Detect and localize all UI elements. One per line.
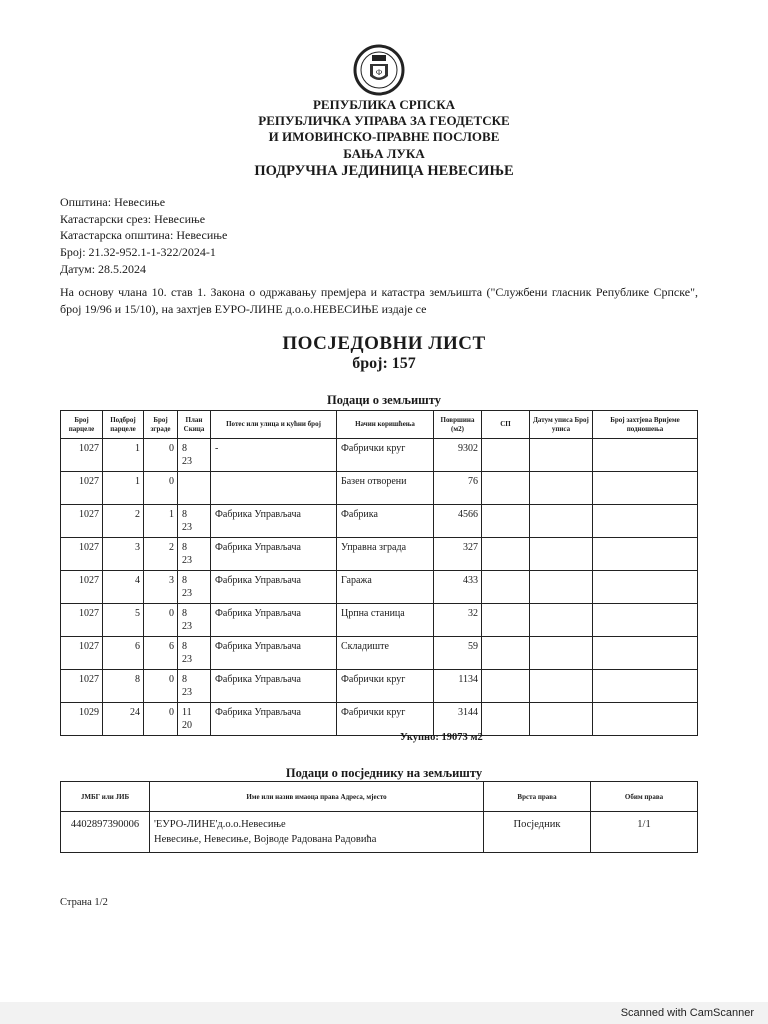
land-row <box>61 670 698 703</box>
sketch-value: 23 <box>182 456 192 467</box>
owner-table <box>60 781 698 853</box>
sp-cell <box>482 571 530 604</box>
plan-value: 8 <box>182 674 187 685</box>
land-row <box>61 505 698 538</box>
plan-sketch-cell <box>178 637 211 670</box>
entry-date-cell <box>530 538 593 571</box>
land-row <box>61 439 698 472</box>
sp-cell <box>482 637 530 670</box>
plan-sketch-cell <box>178 505 211 538</box>
building-number-cell: 0 <box>144 439 178 472</box>
request-number-cell <box>593 472 698 505</box>
sp-cell <box>482 439 530 472</box>
scanner-watermark: Scanned with CamScanner <box>620 1007 754 1019</box>
header-jmbg: ЈМБГ или ЈИБ <box>61 782 150 812</box>
location-cell: Фабрика Управљача <box>211 538 337 571</box>
sketch-value: 23 <box>182 687 192 698</box>
building-number-cell: 0 <box>144 472 178 505</box>
entry-date-cell <box>530 637 593 670</box>
land-section-title: Подаци о земљишту <box>327 393 441 407</box>
header-building-number: Број зграде <box>144 411 178 439</box>
plan-sketch-cell <box>178 604 211 637</box>
owner-table-header-row <box>61 782 698 812</box>
land-table-header-row <box>61 411 698 439</box>
subnumber-cell: 8 <box>103 670 144 703</box>
parcel-number-cell: 1027 <box>61 505 103 538</box>
sp-cell <box>482 505 530 538</box>
sketch-value: 23 <box>182 555 192 566</box>
plan-sketch-cell <box>178 571 211 604</box>
plan-sketch-cell <box>178 538 211 571</box>
area-cell: 327 <box>434 538 482 571</box>
area-cell: 76 <box>434 472 482 505</box>
area-cell: 1134 <box>434 670 482 703</box>
meta-municipality: Општина: Невесиње <box>60 195 166 209</box>
entry-date-cell <box>530 571 593 604</box>
location-cell: Фабрика Управљача <box>211 505 337 538</box>
location-cell <box>211 472 337 505</box>
owner-right-scope: 1/1 <box>591 812 698 853</box>
plan-sketch-cell <box>178 472 211 505</box>
request-number-cell <box>593 505 698 538</box>
plan-sketch-cell <box>178 703 211 736</box>
entry-date-cell <box>530 670 593 703</box>
page-number: Страна 1/2 <box>60 897 108 908</box>
subnumber-cell: 1 <box>103 472 144 505</box>
header-usage: Начин коришћења <box>337 411 434 439</box>
plan-sketch-cell <box>178 670 211 703</box>
usage-cell: Фабрички круг <box>337 670 434 703</box>
land-row <box>61 472 698 505</box>
owner-row <box>61 812 698 853</box>
sketch-value: 23 <box>182 654 192 665</box>
parcel-number-cell: 1029 <box>61 703 103 736</box>
subnumber-cell: 6 <box>103 637 144 670</box>
plan-sketch-cell <box>178 439 211 472</box>
plan-value: 8 <box>182 443 187 454</box>
plan-value: 8 <box>182 509 187 520</box>
entry-date-cell <box>530 505 593 538</box>
usage-cell: Управна зграда <box>337 538 434 571</box>
header-agency: РЕПУБЛИЧКА УПРАВА ЗА ГЕОДЕТСКЕ <box>258 113 510 128</box>
header-sp: СП <box>482 411 530 439</box>
request-number-cell <box>593 439 698 472</box>
owner-name: 'ЕУРО-ЛИНЕ'д.о.о.Невесиње <box>154 819 286 830</box>
owner-right-type: Посједник <box>484 812 591 853</box>
owner-address: Невесиње, Невесиње, Војводе Радована Радовића <box>154 834 377 845</box>
header-request-number: Број захтјева Вријеме подношења <box>593 411 698 439</box>
header-subnumber: Подброј парцеле <box>103 411 144 439</box>
request-number-cell <box>593 670 698 703</box>
sp-cell <box>482 538 530 571</box>
sp-cell <box>482 670 530 703</box>
subnumber-cell: 2 <box>103 505 144 538</box>
header-owner-name: Име или назив имаоца права Адреса, мјесто <box>150 782 484 812</box>
area-cell: 59 <box>434 637 482 670</box>
meta-cadastral-district: Катастарски срез: Невесиње <box>60 212 206 226</box>
usage-cell: Гаража <box>337 571 434 604</box>
header-area: Површина (м2) <box>434 411 482 439</box>
meta-date: Датум: 28.5.2024 <box>60 262 147 276</box>
request-number-cell <box>593 703 698 736</box>
building-number-cell: 2 <box>144 538 178 571</box>
header-right-type: Врста права <box>484 782 591 812</box>
header-agency-cont: И ИМОВИНСКО-ПРАВНЕ ПОСЛОВЕ <box>268 129 500 144</box>
usage-cell: Црпна станица <box>337 604 434 637</box>
land-row <box>61 637 698 670</box>
land-row <box>61 571 698 604</box>
request-number-cell <box>593 538 698 571</box>
parcel-number-cell: 1027 <box>61 439 103 472</box>
building-number-cell: 1 <box>144 505 178 538</box>
entry-date-cell <box>530 703 593 736</box>
subnumber-cell: 24 <box>103 703 144 736</box>
plan-value: 8 <box>182 542 187 553</box>
building-number-cell: 6 <box>144 637 178 670</box>
area-cell: 3144 <box>434 703 482 736</box>
parcel-number-cell: 1027 <box>61 670 103 703</box>
parcel-number-cell: 1027 <box>61 472 103 505</box>
area-cell: 9302 <box>434 439 482 472</box>
request-number-cell <box>593 604 698 637</box>
area-cell: 4566 <box>434 505 482 538</box>
header-republic: РЕПУБЛИКА СРПСКА <box>312 97 456 112</box>
request-number-cell <box>593 637 698 670</box>
header-unit: ПОДРУЧНА ЈЕДИНИЦА НЕВЕСИЊЕ <box>254 163 514 179</box>
owner-section-title: Подаци о посједнику на земљишту <box>285 766 483 780</box>
plan-value: 11 <box>182 707 192 718</box>
plan-value: 8 <box>182 575 187 586</box>
svg-text:Ф: Ф <box>375 68 383 77</box>
building-number-cell: 0 <box>144 703 178 736</box>
land-row <box>61 538 698 571</box>
location-cell: Фабрика Управљача <box>211 571 337 604</box>
building-number-cell: 3 <box>144 571 178 604</box>
usage-cell: Складиште <box>337 637 434 670</box>
request-number-cell <box>593 571 698 604</box>
land-row <box>61 703 698 736</box>
usage-cell: Фабрички круг <box>337 703 434 736</box>
location-cell: Фабрика Управљача <box>211 670 337 703</box>
coat-of-arms-seal-icon <box>352 44 406 96</box>
plan-value: 8 <box>182 641 187 652</box>
intro-paragraph: На основу члана 10. став 1. Закона о одржавању премјера и катастра земљишта ("Службени гласник Републике Српске", број 19/96 и 15/10), на захтјев ЕУРО-ЛИНЕ д.о.о.НЕВЕСИЊЕ издаје се <box>60 285 698 316</box>
header-plan-sketch: План Скица <box>178 411 211 439</box>
meta-cadastral-municipality: Катастарска општина: Невесиње <box>60 228 228 242</box>
subnumber-cell: 4 <box>103 571 144 604</box>
location-cell: Фабрика Управљача <box>211 637 337 670</box>
parcel-number-cell: 1027 <box>61 571 103 604</box>
parcel-number-cell: 1027 <box>61 637 103 670</box>
header-entry-date: Датум уписа Број уписа <box>530 411 593 439</box>
sketch-value: 23 <box>182 588 192 599</box>
header-city: БАЊА ЛУКА <box>343 146 425 161</box>
sp-cell <box>482 703 530 736</box>
total-area: Укупно: 19073 м2 <box>400 732 483 743</box>
entry-date-cell <box>530 439 593 472</box>
plan-value: 8 <box>182 608 187 619</box>
header-location: Потес или улица и кућни број <box>211 411 337 439</box>
entry-date-cell <box>530 604 593 637</box>
location-cell: Фабрика Управљача <box>211 703 337 736</box>
usage-cell: Базен отворени <box>337 472 434 505</box>
usage-cell: Фабрички круг <box>337 439 434 472</box>
sketch-value: 23 <box>182 621 192 632</box>
parcel-number-cell: 1027 <box>61 538 103 571</box>
document-number: број: 157 <box>352 355 416 372</box>
location-cell: Фабрика Управљача <box>211 604 337 637</box>
subnumber-cell: 1 <box>103 439 144 472</box>
subnumber-cell: 3 <box>103 538 144 571</box>
document-title: ПОСЈЕДОВНИ ЛИСТ <box>282 333 486 354</box>
building-number-cell: 0 <box>144 670 178 703</box>
building-number-cell: 0 <box>144 604 178 637</box>
area-cell: 433 <box>434 571 482 604</box>
header-parcel-number: Број парцеле <box>61 411 103 439</box>
owner-name-cell <box>150 812 484 853</box>
sp-cell <box>482 604 530 637</box>
meta-number: Број: 21.32-952.1-1-322/2024-1 <box>60 245 216 259</box>
land-table <box>60 410 698 736</box>
subnumber-cell: 5 <box>103 604 144 637</box>
sp-cell <box>482 472 530 505</box>
owner-jmbg: 4402897390006 <box>61 812 150 853</box>
parcel-number-cell: 1027 <box>61 604 103 637</box>
sketch-value: 23 <box>182 522 192 533</box>
header-right-scope: Обим права <box>591 782 698 812</box>
sketch-value: 20 <box>182 720 192 731</box>
area-cell: 32 <box>434 604 482 637</box>
usage-cell: Фабрика <box>337 505 434 538</box>
entry-date-cell <box>530 472 593 505</box>
land-row <box>61 604 698 637</box>
location-cell: - <box>211 439 337 472</box>
